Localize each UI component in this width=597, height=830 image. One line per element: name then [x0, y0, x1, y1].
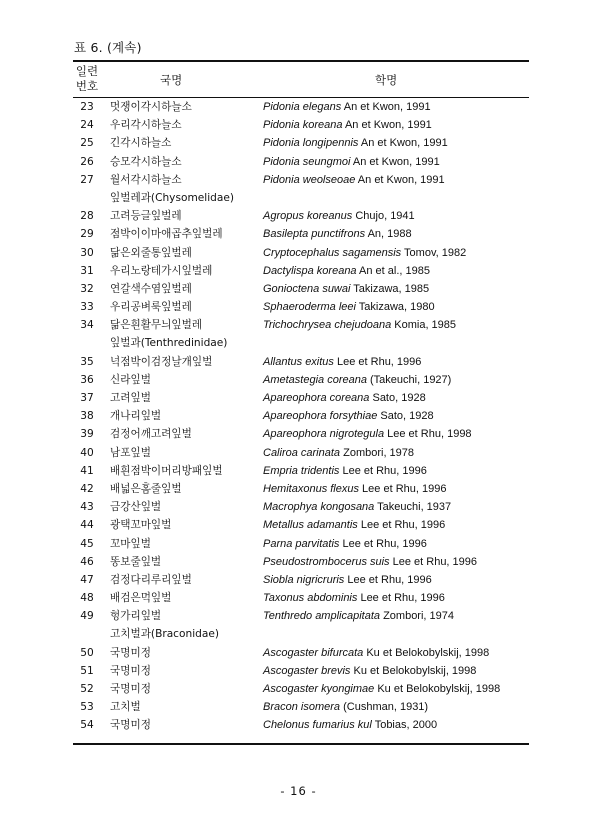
binomial-name: Tenthredo amplicapitata	[263, 610, 381, 623]
family-heading-row	[73, 189, 529, 207]
table-row	[73, 389, 529, 407]
serial-number-cell: 36	[80, 373, 94, 386]
scientific-name-cell	[263, 207, 415, 225]
korean-name-cell: 검정다리루리잎벌	[110, 573, 192, 586]
serial-number-cell: 24	[80, 119, 94, 132]
serial-number-cell: 29	[80, 228, 94, 241]
binomial-name: Sphaeroderma leei	[263, 301, 356, 314]
binomial-name: Ascogaster bifurcata	[263, 646, 364, 659]
table-row	[73, 425, 529, 443]
page-number: - 16 -	[280, 784, 317, 798]
table-row	[73, 716, 529, 734]
korean-name-cell: 금강산잎벌	[110, 501, 162, 514]
author-citation: An et Kwon, 1991	[358, 137, 448, 150]
author-citation: Lee et Rhu, 1996	[339, 464, 427, 477]
author-citation: Sato, 1928	[377, 410, 434, 423]
table-row	[73, 589, 529, 607]
korean-name-cell: 점박이이마애곱추잎벌레	[110, 228, 223, 241]
serial-number-cell: 49	[80, 610, 94, 623]
korean-name-cell: 국명미정	[110, 719, 151, 732]
author-citation: Tobias, 2000	[371, 719, 438, 732]
scientific-name-cell	[263, 535, 427, 553]
korean-name-cell: 승모각시하늘소	[110, 155, 182, 168]
binomial-name: Apareophora coreana	[263, 392, 370, 404]
serial-number-cell: 50	[80, 646, 94, 659]
serial-number-cell: 52	[80, 683, 94, 695]
scientific-name-cell	[263, 662, 476, 680]
korean-name-cell: 고치벌	[110, 701, 141, 714]
serial-number-cell: 39	[80, 428, 94, 441]
author-citation: Lee et Rhu, 1996	[333, 355, 422, 368]
korean-name-cell: 개나리잎벌	[110, 410, 162, 423]
binomial-name: Ascogaster kyongimae	[263, 683, 375, 695]
scientific-name-cell	[263, 644, 489, 662]
binomial-name: Dactylispa koreana	[263, 264, 357, 277]
scientific-name-cell	[263, 444, 414, 462]
author-citation: Takizawa, 1985	[350, 282, 430, 295]
binomial-name: Metallus adamantis	[263, 519, 358, 532]
table-row	[73, 171, 529, 189]
family-heading-row	[73, 625, 529, 643]
serial-number-cell: 27	[80, 173, 94, 186]
author-citation: Sato, 1928	[369, 392, 426, 404]
header-serial-number	[73, 64, 101, 94]
binomial-name: Caliroa carinata	[263, 446, 341, 459]
table-row	[73, 371, 529, 389]
author-citation: An et Kwon, 1991	[350, 155, 440, 168]
korean-name-cell: 월서각시하늘소	[110, 173, 182, 186]
table-row	[73, 353, 529, 371]
korean-name-cell: 배넓은홈줄잎벌	[110, 482, 182, 495]
serial-number-cell: 51	[80, 664, 94, 677]
korean-name-cell: 꼬마잎벌	[110, 537, 151, 550]
scientific-name-cell	[263, 589, 445, 607]
table-bottom-rule	[73, 743, 529, 745]
serial-number-cell: 41	[80, 464, 94, 477]
scientific-name-cell	[263, 153, 440, 171]
scientific-name-cell	[263, 244, 466, 262]
table-row	[73, 207, 529, 225]
serial-number-cell: 54	[80, 719, 94, 732]
serial-number-cell: 48	[80, 592, 94, 605]
scientific-name-cell	[263, 680, 500, 698]
scientific-name-cell	[263, 516, 445, 534]
korean-name-cell: 남포잎벌	[110, 446, 151, 459]
korean-name-cell: 긴각시하늘소	[110, 137, 172, 150]
author-citation: (Takeuchi, 1927)	[366, 373, 452, 386]
header-scientific-name: 학명	[375, 73, 398, 87]
korean-name-cell: 닮은흰활무늬잎벌레	[110, 319, 203, 332]
table-row	[73, 680, 529, 698]
scientific-name-cell	[263, 698, 428, 716]
table-row	[73, 498, 529, 516]
korean-name-cell: 신라잎벌	[110, 373, 151, 386]
scientific-name-cell	[263, 389, 426, 407]
author-citation: Lee et Rhu, 1996	[389, 555, 478, 568]
serial-number-cell: 38	[80, 410, 94, 423]
author-citation: Lee et Rhu, 1996	[357, 592, 445, 605]
family-name-cell: 고치벌과(Braconidae)	[110, 628, 220, 641]
scientific-name-cell	[263, 407, 434, 425]
korean-name-cell: 광택꼬마잎벌	[110, 519, 172, 532]
serial-number-cell: 23	[80, 101, 94, 113]
korean-name-cell: 국명미정	[110, 646, 151, 659]
korean-name-cell: 멋쟁이각시하늘소	[110, 101, 192, 113]
scientific-name-cell	[263, 571, 432, 589]
binomial-name: Bracon isomera	[263, 701, 341, 714]
serial-number-cell: 37	[80, 392, 94, 404]
korean-name-cell: 연갈색수염잎벌레	[110, 282, 192, 295]
scientific-name-cell	[263, 425, 472, 443]
table-row	[73, 262, 529, 280]
scientific-name-cell	[263, 134, 448, 152]
binomial-name: Macrophya kongosana	[263, 501, 375, 514]
korean-name-cell: 검정어깨고려잎벌	[110, 428, 192, 441]
korean-name-cell: 배흰점박이머리방패잎벌	[110, 464, 223, 477]
author-citation: Komia, 1985	[391, 319, 457, 332]
table-row	[73, 298, 529, 316]
author-citation: Zombori, 1974	[380, 610, 454, 623]
serial-number-cell: 53	[80, 701, 94, 714]
binomial-name: Empria tridentis	[263, 464, 340, 477]
table-row	[73, 316, 529, 334]
korean-name-cell: 헝가리잎벌	[110, 610, 162, 623]
binomial-name: Ascogaster brevis	[263, 664, 351, 677]
binomial-name: Agropus koreanus	[263, 210, 353, 223]
serial-number-cell: 44	[80, 519, 94, 532]
scientific-name-cell	[263, 371, 451, 389]
table-row	[73, 116, 529, 134]
scientific-name-cell	[263, 553, 477, 571]
korean-name-cell: 고려등글잎벌레	[110, 210, 182, 223]
binomial-name: Ametastegia coreana	[263, 373, 367, 386]
korean-name-cell: 넉점박이검정날개잎벌	[110, 355, 213, 368]
serial-number-cell: 40	[80, 446, 94, 459]
binomial-name: Gonioctena suwai	[263, 282, 351, 295]
author-citation: An, 1988	[365, 228, 412, 241]
author-citation: Lee et Rhu, 1998	[384, 428, 472, 441]
scientific-name-cell	[263, 225, 412, 243]
author-citation: An et Kwon, 1991	[342, 119, 432, 132]
korean-name-cell: 똥보줄잎벌	[110, 555, 162, 568]
table-row	[73, 462, 529, 480]
serial-number-cell: 25	[80, 137, 94, 150]
serial-number-cell: 33	[80, 301, 94, 314]
author-citation: Ku et Belokobylskij, 1998	[363, 646, 490, 659]
scientific-name-cell	[263, 298, 435, 316]
table-row	[73, 516, 529, 534]
korean-name-cell: 우리노랑테가시잎벌레	[110, 264, 213, 277]
table-row	[73, 571, 529, 589]
table-row	[73, 407, 529, 425]
scientific-name-cell	[263, 480, 446, 498]
author-citation: Lee et Rhu, 1996	[359, 482, 447, 495]
korean-name-cell: 국명미정	[110, 664, 151, 677]
serial-number-cell: 42	[80, 482, 94, 495]
author-citation: Zombori, 1978	[340, 446, 415, 459]
binomial-name: Taxonus abdominis	[263, 592, 358, 605]
serial-number-cell: 43	[80, 501, 94, 514]
binomial-name: Parna parvitatis	[263, 537, 340, 550]
binomial-name: Allantus exitus	[263, 355, 334, 368]
family-heading-row	[73, 334, 529, 352]
author-citation: Takizawa, 1980	[355, 301, 435, 314]
table-row	[73, 480, 529, 498]
author-citation: An et al., 1985	[356, 264, 430, 277]
binomial-name: Cryptocephalus sagamensis	[263, 246, 402, 259]
author-citation: Lee et Rhu, 1996	[339, 537, 427, 550]
table-row	[73, 244, 529, 262]
serial-number-cell: 46	[80, 555, 94, 568]
author-citation: An et Kwon, 1991	[341, 101, 431, 113]
table-body	[73, 98, 529, 735]
table-top-rule	[73, 60, 529, 62]
binomial-name: Pidonia elegans	[263, 101, 342, 113]
author-citation: Tomov, 1982	[401, 246, 467, 259]
header-serial-line2: 번호	[75, 79, 99, 93]
header-korean-name: 국명	[160, 73, 183, 87]
scientific-name-cell	[263, 262, 430, 280]
scientific-name-cell	[263, 607, 454, 625]
table-row	[73, 535, 529, 553]
binomial-name: Pidonia longipennis	[263, 137, 359, 150]
korean-name-cell: 우리공벼룩잎벌레	[110, 301, 192, 314]
author-citation: An et Kwon, 1991	[355, 173, 445, 186]
binomial-name: Apareophora nigrotegula	[263, 428, 385, 441]
table-row	[73, 698, 529, 716]
table-row	[73, 134, 529, 152]
binomial-name: Hemitaxonus flexus	[263, 482, 359, 495]
author-citation: (Cushman, 1931)	[340, 701, 429, 714]
binomial-name: Basilepta punctifrons	[263, 228, 366, 241]
table-row	[73, 553, 529, 571]
table-row	[73, 153, 529, 171]
author-citation: Lee et Rhu, 1996	[357, 519, 446, 532]
serial-number-cell: 28	[80, 210, 94, 223]
serial-number-cell: 32	[80, 282, 94, 295]
table-row	[73, 644, 529, 662]
korean-name-cell: 배검은먹잎벌	[110, 592, 172, 605]
binomial-name: Apareophora forsythiae	[263, 410, 378, 423]
binomial-name: Pidonia seungmoi	[263, 155, 351, 168]
table-row	[73, 662, 529, 680]
korean-name-cell: 닮은외줄통잎벌레	[110, 246, 192, 259]
binomial-name: Pseudostrombocerus suis	[263, 555, 390, 568]
scientific-name-cell	[263, 353, 421, 371]
author-citation: Takeuchi, 1937	[374, 501, 452, 514]
author-citation: Chujo, 1941	[352, 210, 415, 223]
scientific-name-cell	[263, 98, 431, 116]
author-citation: Lee et Rhu, 1996	[344, 573, 432, 586]
scientific-name-cell	[263, 498, 451, 516]
korean-name-cell: 국명미정	[110, 683, 151, 695]
serial-number-cell: 47	[80, 573, 94, 586]
scientific-name-cell	[263, 462, 427, 480]
scientific-name-cell	[263, 116, 432, 134]
serial-number-cell: 31	[80, 264, 94, 277]
serial-number-cell: 30	[80, 246, 94, 259]
scientific-name-cell	[263, 280, 429, 298]
table-row	[73, 607, 529, 625]
header-serial-line1: 일련	[75, 64, 99, 78]
scientific-name-cell	[263, 716, 437, 734]
scientific-name-cell	[263, 316, 456, 334]
binomial-name: Pidonia koreana	[263, 119, 343, 132]
table-row	[73, 225, 529, 243]
serial-number-cell: 45	[80, 537, 94, 550]
table-caption: 표 6. (계속)	[74, 40, 142, 55]
binomial-name: Chelonus fumarius kul	[263, 719, 372, 732]
serial-number-cell: 34	[80, 319, 94, 332]
table-row	[73, 280, 529, 298]
korean-name-cell: 고려잎벌	[110, 392, 151, 404]
family-name-cell: 잎벌과(Tenthredinidae)	[110, 337, 228, 350]
family-name-cell: 잎벌레과(Chysomelidae)	[110, 191, 235, 204]
author-citation: Ku et Belokobylskij, 1998	[350, 664, 477, 677]
serial-number-cell: 35	[80, 355, 94, 368]
binomial-name: Trichochrysea chejudoana	[263, 319, 392, 332]
author-citation: Ku et Belokobylskij, 1998	[374, 683, 501, 695]
korean-name-cell: 우리각시하늘소	[110, 119, 182, 132]
table-row	[73, 444, 529, 462]
binomial-name: Siobla nigricruris	[263, 573, 345, 586]
scientific-name-cell	[263, 171, 445, 189]
serial-number-cell: 26	[80, 155, 94, 168]
binomial-name: Pidonia weolseoae	[263, 173, 356, 186]
table-row	[73, 98, 529, 116]
